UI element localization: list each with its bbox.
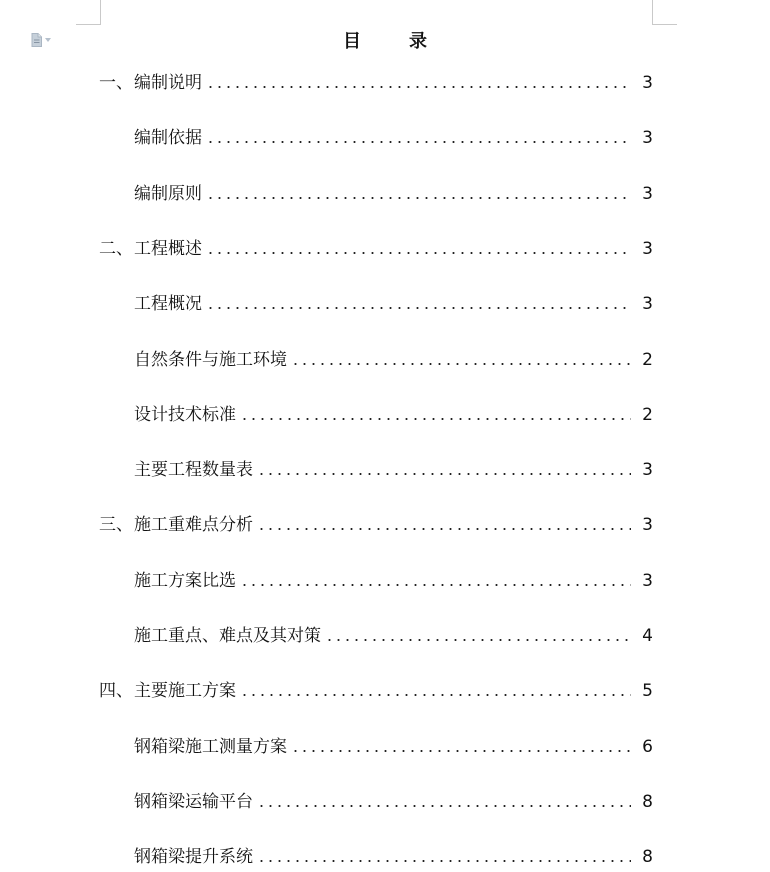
toc-entry-text: 工程概况 bbox=[134, 294, 202, 315]
toc-entry[interactable] bbox=[134, 292, 653, 316]
toc-dot-leader bbox=[206, 197, 631, 199]
toc-entry-page-number: 3 bbox=[642, 515, 653, 536]
toc-entry-page-number: 3 bbox=[642, 238, 653, 259]
toc-entry[interactable] bbox=[99, 237, 653, 261]
toc-entry-page-number: 8 bbox=[642, 847, 653, 868]
toc-entry[interactable] bbox=[99, 679, 653, 703]
toc-entry[interactable] bbox=[99, 513, 653, 537]
toc-dot-leader bbox=[240, 584, 631, 586]
toc-entry-page-number: 3 bbox=[642, 460, 653, 481]
toc-entry[interactable] bbox=[134, 735, 653, 759]
toc-entry-text: 编制依据 bbox=[134, 128, 202, 149]
toc-dot-leader bbox=[257, 860, 631, 862]
toc-dot-leader bbox=[325, 639, 631, 641]
toc-entry[interactable] bbox=[134, 126, 653, 150]
toc-entry-page-number: 6 bbox=[642, 736, 653, 757]
toc-entry[interactable] bbox=[134, 458, 653, 482]
toc-entry-text: 主要施工方案 bbox=[134, 681, 236, 702]
toc-dot-leader bbox=[291, 363, 631, 365]
toc-dot-leader bbox=[206, 252, 631, 254]
toc-entry-text: 施工重点、难点及其对策 bbox=[134, 626, 321, 646]
toc-entry-text: 钢箱梁提升系统 bbox=[134, 847, 253, 868]
toc-entry-text: 自然条件与施工环境 bbox=[134, 349, 287, 370]
toc-entry-number: 二、 bbox=[99, 238, 133, 259]
toc-entry-text: 施工方案比选 bbox=[134, 570, 236, 591]
toc-entry-page-number: 2 bbox=[642, 349, 653, 370]
toc-entry[interactable] bbox=[134, 569, 653, 593]
toc-entry-text: 设计技术标准 bbox=[134, 404, 236, 425]
toc-entry-number: 一、 bbox=[99, 73, 133, 93]
toc-entry-text: 编制原则 bbox=[134, 183, 202, 204]
toc-entry-number: 三、 bbox=[99, 515, 133, 536]
toc-entry[interactable] bbox=[134, 845, 653, 869]
toc-entry-text: 编制说明 bbox=[134, 73, 202, 93]
toc-entry-page-number: 3 bbox=[642, 73, 653, 93]
toc-entry-text: 主要工程数量表 bbox=[134, 460, 253, 481]
toc-entry[interactable] bbox=[134, 624, 653, 648]
toc-entry-page-number: 2 bbox=[642, 404, 653, 425]
toc-entry[interactable] bbox=[99, 71, 653, 95]
toc-entry-page-number: 3 bbox=[642, 183, 653, 204]
toc-entry-page-number: 3 bbox=[642, 128, 653, 149]
toc-entry[interactable] bbox=[134, 348, 653, 372]
toc-dot-leader bbox=[240, 694, 631, 696]
toc-entry-page-number: 3 bbox=[642, 570, 653, 591]
toc-entry-page-number: 3 bbox=[642, 294, 653, 315]
toc-entry-text: 钢箱梁施工测量方案 bbox=[134, 736, 287, 757]
toc-entry-text: 钢箱梁运输平台 bbox=[134, 791, 253, 812]
toc-dot-leader bbox=[257, 528, 631, 530]
toc-entry-text: 施工重难点分析 bbox=[134, 515, 253, 536]
toc-entry-text: 工程概述 bbox=[134, 238, 202, 259]
toc-entry[interactable] bbox=[134, 182, 653, 206]
toc-dot-leader bbox=[240, 418, 631, 420]
toc-entry[interactable] bbox=[134, 403, 653, 427]
toc-entry-page-number: 5 bbox=[642, 681, 653, 702]
toc-entry-page-number: 4 bbox=[642, 626, 653, 646]
toc-dot-leader bbox=[206, 86, 631, 88]
toc-entry-page-number: 8 bbox=[642, 791, 653, 812]
toc-entry-number: 四、 bbox=[99, 681, 133, 702]
toc-title: 目录 bbox=[343, 31, 475, 52]
toc-dot-leader bbox=[291, 750, 631, 752]
toc-dot-leader bbox=[257, 805, 631, 807]
toc-entry[interactable] bbox=[134, 790, 653, 814]
toc-dot-leader bbox=[257, 473, 631, 475]
toc-dot-leader bbox=[206, 307, 631, 309]
toc-dot-leader bbox=[206, 141, 631, 143]
